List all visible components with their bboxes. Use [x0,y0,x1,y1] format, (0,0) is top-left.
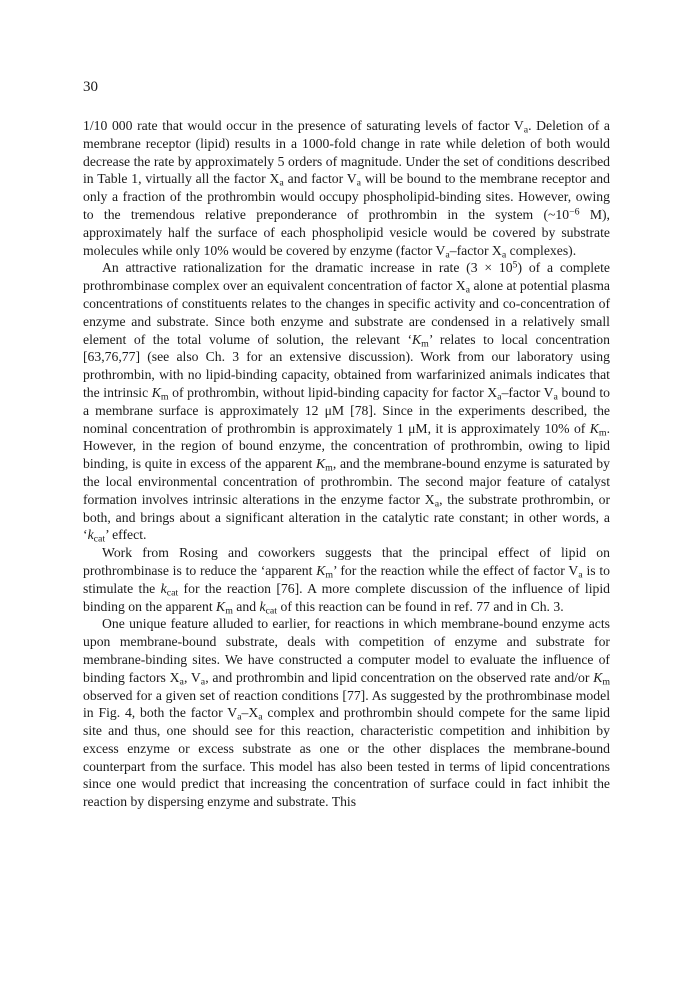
text-run: is to stimulate the [83,562,610,596]
subscript: a [445,249,450,261]
subscript: m [225,604,233,616]
text-run: complexes). [506,242,577,258]
italic-symbol: K [589,420,599,436]
italic-symbol: K [412,331,422,347]
subscript: cat [166,587,179,599]
paragraph-p4 [83,615,610,811]
text-run: of prothrombin, without lipid-binding capacity for factor X [168,384,498,400]
text-run: –X [241,705,259,721]
text-run: 1/10 000 rate that would occur in the presence of saturating levels of factor V [83,118,524,133]
paragraph-p1 [83,117,610,259]
subscript: a [465,284,470,296]
subscript: a [434,498,440,510]
page-number: 30 [83,79,98,95]
text-run: complex and prothrombin should compete for the same lipid site and thus, one should see for this reaction, characteristic competition and inhibition by excess enzyme or excess substrate as one or the other displaces the membrane-bound counterpart from the surface. This model has also been tested in terms of lipid concentrations since one would predict that increasing the concentration of surface could in fact inhibit the reaction by dispersing enzyme and substrate. This [83,705,610,810]
superscript: −6 [569,206,580,218]
text-run: ) of a complete prothrombinase complex over an equivalent concentration of factor X [83,260,610,294]
text-run: of this reaction can be found in ref. 77 and in Ch. 3. [277,598,564,614]
text-run: One unique feature alluded to earlier, for reactions in which membrane-bound enzyme acts upon membrane-bound substrate, deals with competition of enzyme and substrate for membrane-binding sites. We have constructed a computer model to evaluate the influence of binding factors X [83,616,610,685]
subscript: a [258,711,263,723]
text-run: ’ relates to local concentration [63,76,77] (see also Ch. 3 for an extensive discussion). Work from our laboratory using prothrombin, with no lipid-binding capacity, obtained from warfarinized animals indicates that the intrinsic [83,331,610,400]
italic-symbol: k [160,580,167,596]
subscript: a [523,124,529,136]
subscript: a [356,177,362,189]
text-run: , and prothrombin and lipid concentration on the observed rate and/or [205,669,594,685]
subscript: cat [265,604,278,616]
subscript: a [497,391,502,403]
text-run: ’ for the reaction while the effect of factor V [333,562,579,578]
superscript: 5 [512,259,518,271]
text-run: will be bound to the membrane receptor and only a fraction of the prothrombin would occupy phospholipid-binding sites. However, owing to the tremendous relative preponderance of prothrombin in the system (~10 [83,171,610,222]
text-run: and [232,598,260,614]
text-run: ’ effect. [105,527,147,543]
subscript: m [325,462,333,474]
italic-symbol: k [87,527,94,543]
paragraph-p2 [83,259,610,544]
subscript: a [237,711,242,723]
italic-symbol: K [593,669,603,685]
text-run: , V [183,669,201,685]
subscript: a [200,676,206,688]
italic-symbol: K [316,456,326,472]
text-run: and factor V [283,171,357,187]
text-run: . However, in the region of bound enzyme, the concentration of prothrombin, owing to lipid binding, is quite in excess of the apparent [83,420,610,472]
text-run: bound to a membrane surface is approximately 12 μM [78]. Since in the experiments described, the nominal concentration of prothrombin is approximately 1 μM, it is approximately 10% of [83,384,610,436]
subscript: m [160,391,169,403]
subscript: m [598,427,607,438]
subscript: a [279,177,284,189]
text-run: M), approximately half the surface of each phospholipid vesicle would be covered by substrate molecules while only 10% would be covered by enzyme (factor V [83,206,610,258]
text-run: An attractive rationalization for the dramatic increase in rate (3 × 10 [102,260,513,276]
subscript: a [578,569,583,581]
text-run: Work from Rosing and coworkers suggests that the principal effect of lipid on prothrombinase is to reduce the ‘apparent [83,545,610,578]
text-run: –factor V [501,384,554,400]
subscript: a [501,249,507,261]
italic-symbol: K [151,384,161,400]
paragraph-p3 [83,544,610,615]
text-run: observed for a given set of reaction conditions [77]. As suggested by the prothrombinase model in Fig. 4, both the factor V [83,687,610,721]
text-run: , the substrate prothrombin, or both, and brings about a significant alteration in the catalytic rate constant; in other words, a ‘ [83,491,610,543]
body-text [83,117,610,811]
subscript: a [553,391,558,403]
text-run: for the reaction [76]. A more complete discussion of the influence of lipid binding on the apparent [83,580,610,614]
subscript: a [179,676,184,688]
text-run: alone at potential plasma concentrations of constituents relates to the changes in specific activity and co-concentration of enzyme and substrate. Since both enzyme and substrate are condensed in a relatively small element of the total volume of solution, the relevant ‘ [83,278,610,347]
subscript: m [325,569,334,581]
subscript: m [421,338,429,350]
italic-symbol: K [316,562,326,578]
italic-symbol: k [259,598,266,614]
text-run: . Deletion of a membrane receptor (lipid) results in a 1000-fold change in rate while deletion of both would decrease the rate by approximately 5 orders of magnitude. Under the set of conditions described in Table 1, virtually all the factor X [83,118,611,187]
subscript: cat [93,533,106,545]
subscript: m [602,676,610,688]
italic-symbol: K [216,598,226,614]
text-run: –factor X [449,242,502,258]
text-run: , and the membrane-bound enzyme is saturated by the local environmental concentration of prothrombin. The second major feature of catalyst formation involves intrinsic alterations in the enzyme factor X [83,456,610,507]
